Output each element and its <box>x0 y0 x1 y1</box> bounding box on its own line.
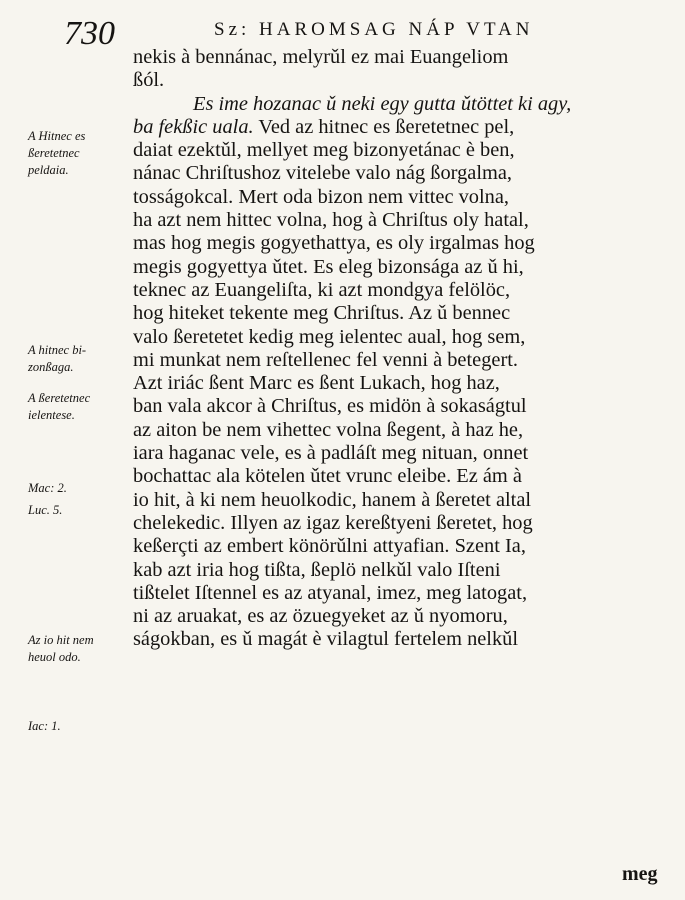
text-segment: ságokban, es ǔ magát è vilagtul fertelem nelkǔl <box>133 628 519 651</box>
text-line <box>133 302 673 325</box>
text-segment: Ved az hitnec es ßeretetnec pel, <box>253 115 515 138</box>
text-line <box>133 279 673 302</box>
text-line <box>133 256 673 279</box>
text-line <box>133 209 673 232</box>
margin-note <box>28 390 130 424</box>
text-line <box>133 559 673 582</box>
text-line <box>133 489 673 512</box>
margin-note-line: A hitnec bi- <box>28 343 87 357</box>
text-segment: io hit, à ki nem heuolkodic, hanem à ßeretet altal <box>133 488 532 511</box>
text-line <box>133 162 673 185</box>
text-line <box>133 326 673 349</box>
text-line <box>133 419 673 442</box>
text-segment: valo ßeretetet kedig meg ielentec aual, hog sem, <box>133 325 526 348</box>
text-line <box>133 605 673 628</box>
text-segment: ha azt nem hittec volna, hog à Chriſtus oly hatal, <box>133 209 529 232</box>
text-line <box>133 93 673 116</box>
text-segment: ni az aruakat, es az özuegyeket az ǔ nyomoru, <box>133 605 508 628</box>
margin-note-line: peldaia. <box>28 163 69 177</box>
margin-note <box>28 502 130 519</box>
margin-note <box>28 128 130 179</box>
catchword: meg <box>622 863 658 885</box>
margin-note <box>28 342 130 376</box>
text-segment: teknec az Euangeliſta, ki azt mondgya felölöc, <box>133 278 511 301</box>
margin-note-line: ßeretetnec <box>28 146 80 160</box>
text-segment: bochattac ala kötelen ǔtet vrunc eleibe. Ez ám à <box>133 465 522 488</box>
text-segment: chelekedic. Illyen az igaz kereßtyeni ßeretet, hog <box>133 511 533 534</box>
text-segment: ba fekßic uala. <box>133 115 254 138</box>
text-segment: tißtelet Iſtennel es az atyanal, imez, meg latogat, <box>133 581 528 604</box>
text-segment: hog hiteket tekente meg Chriſtus. Az ǔ bennec <box>133 302 511 325</box>
text-line <box>133 46 673 69</box>
text-segment: ßól. <box>133 69 165 92</box>
text-line <box>133 116 673 139</box>
text-line <box>133 582 673 605</box>
margin-note-line: A Hitnec es <box>28 129 86 143</box>
text-segment: nekis à bennánac, melyrǔl ez mai Euangeliom <box>133 46 509 68</box>
text-line <box>133 628 673 651</box>
text-line <box>133 372 673 395</box>
text-segment: nánac Chriſtushoz vitelebe valo nág ßorgalma, <box>133 162 512 185</box>
text-line <box>133 186 673 209</box>
text-segment: daiat ezektǔl, mellyet meg bizonyetánac è ben, <box>133 139 515 162</box>
text-segment: kab azt iria hog tißta, ßeplö nelkǔl valo Iſteni <box>133 558 501 581</box>
text-segment: Azt iriác ßent Marc es ßent Lukach, hog haz, <box>133 372 500 395</box>
text-segment: iara haganac vele, es à padláſt meg nituan, onnet <box>133 442 529 465</box>
margin-note-line: A ßeretetnec <box>28 391 91 405</box>
text-segment: keßerçti az embert könörǔlni attyafian. Szent Ia, <box>133 535 526 558</box>
text-segment: mi munkat nem reſtellenec fel venni à betegert. <box>133 348 518 371</box>
margin-note <box>28 718 130 735</box>
text-line <box>133 395 673 418</box>
margin-note-line: zonßaga. <box>28 360 74 374</box>
margin-note <box>28 480 130 497</box>
text-line <box>133 512 673 535</box>
text-segment: Es ime hozanac ǔ neki egy gutta ǔtöttet ki agy, <box>193 92 572 115</box>
text-line <box>133 139 673 162</box>
text-line <box>133 349 673 372</box>
body-text <box>133 46 673 652</box>
text-segment: az aiton be nem vihettec volna ßegent, à haz he, <box>133 418 524 441</box>
margin-note-line: Mac: 2. <box>28 481 67 495</box>
text-line <box>133 442 673 465</box>
margin-note-line: Az io hit nem <box>28 633 94 647</box>
text-line <box>133 535 673 558</box>
text-line <box>133 69 673 92</box>
text-line <box>133 465 673 488</box>
margin-note <box>28 632 130 666</box>
text-segment: tosságokcal. Mert oda bizon nem vittec volna, <box>133 185 509 208</box>
margin-note-line: Iac: 1. <box>28 719 61 733</box>
margin-note-line: Luc. 5. <box>28 503 63 517</box>
text-line <box>133 232 673 255</box>
margin-note-line: heuol odo. <box>28 650 81 664</box>
running-head: Sz: HAROMSAG NÁP VTAN <box>214 19 534 40</box>
text-segment: ban vala akcor à Chriſtus, es midön à sokaságtul <box>133 395 527 418</box>
text-segment: megis gogyettya ǔtet. Es eleg bizonsága az ǔ hi, <box>133 255 524 278</box>
text-segment: mas hog megis gogyethattya, es oly irgalmas hog <box>133 232 535 255</box>
page-number: 730 <box>64 15 115 52</box>
margin-note-line: ielentese. <box>28 408 75 422</box>
